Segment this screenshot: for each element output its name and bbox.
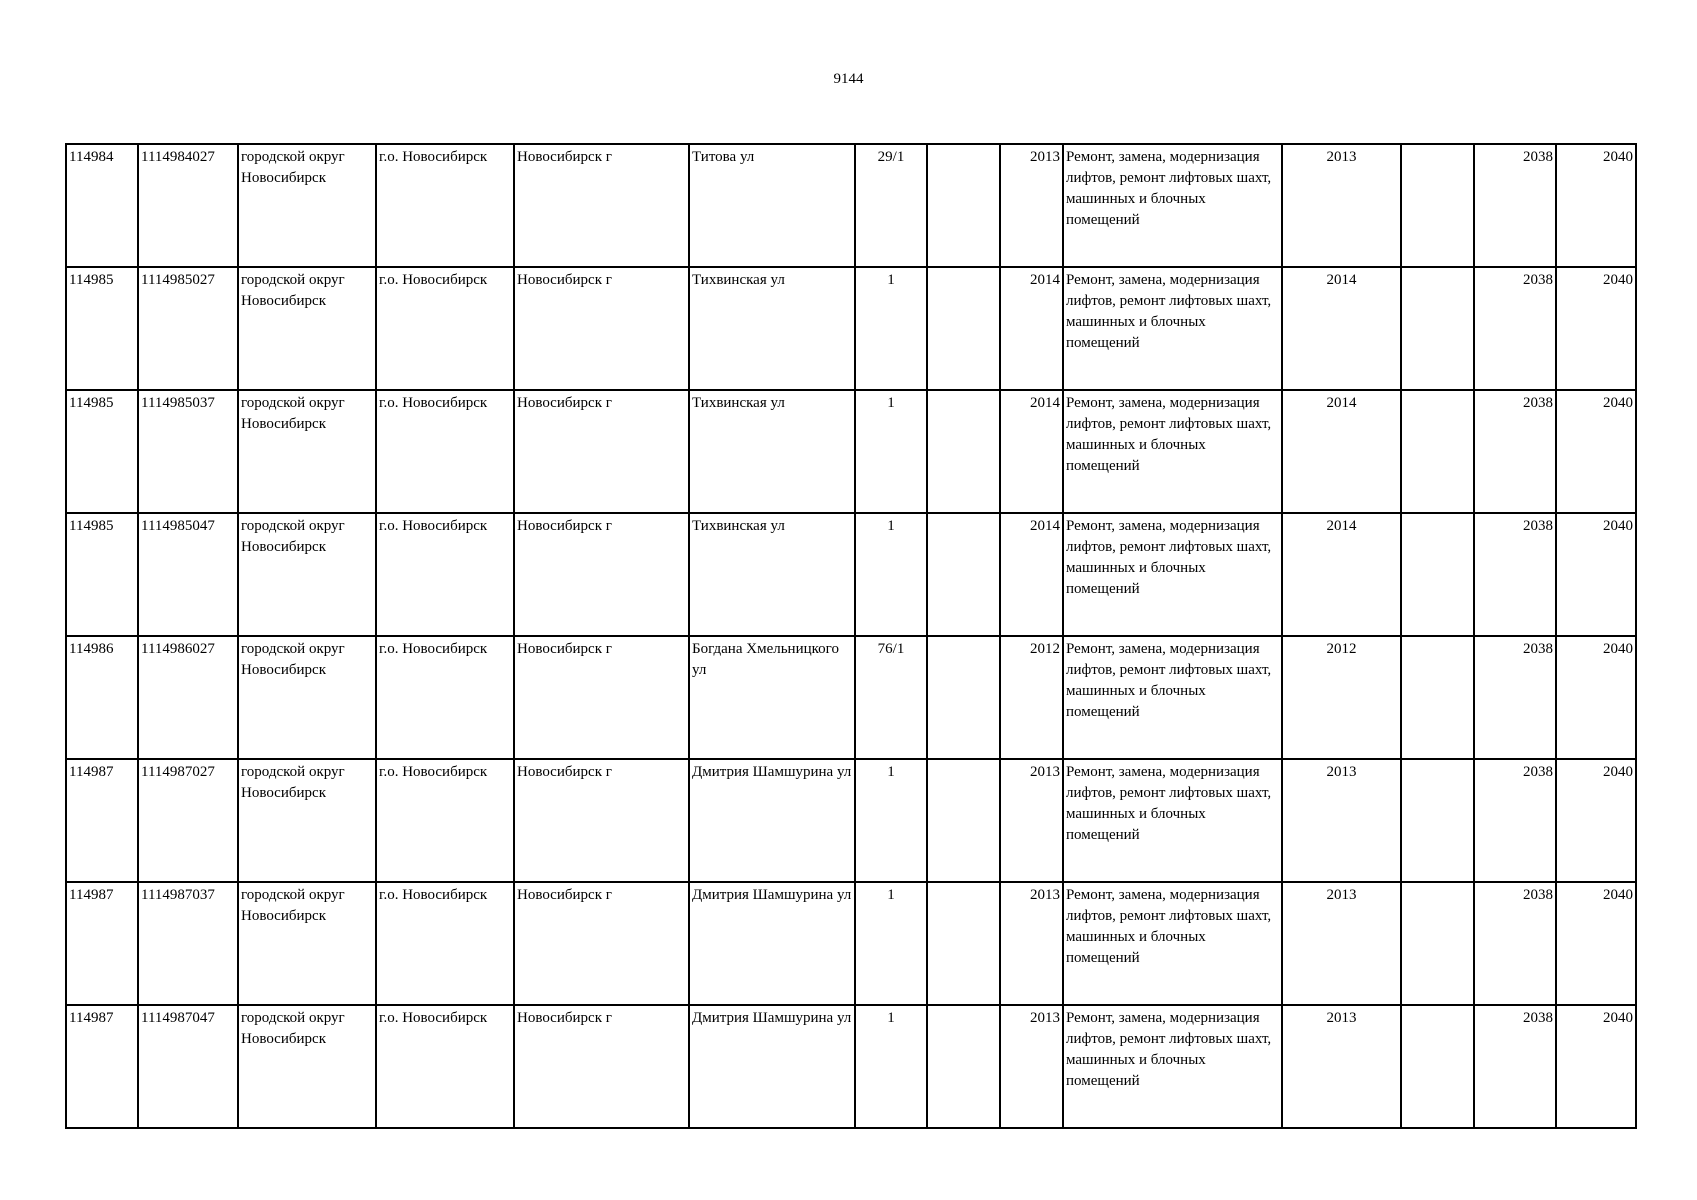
cell-year: 2013 [1000,144,1063,267]
cell-work-year: 2014 [1282,390,1401,513]
cell-municipality: городской округ Новосибирск [238,144,376,267]
cell-blank [1401,1005,1474,1128]
cell-code: 1114985047 [138,513,238,636]
cell-city: Новосибирск г [514,636,689,759]
cell-id: 114987 [66,882,138,1005]
cell-period-end: 2040 [1556,759,1636,882]
cell-municipality: городской округ Новосибирск [238,759,376,882]
cell-house: 1 [855,513,927,636]
cell-year: 2014 [1000,390,1063,513]
cell-period-start: 2038 [1474,144,1556,267]
cell-code: 1114987037 [138,882,238,1005]
cell-blank [927,267,1000,390]
cell-period-start: 2038 [1474,513,1556,636]
cell-work: Ремонт, замена, модернизация лифтов, ремонт лифтовых шахт, машинных и блочных помещений [1063,267,1282,390]
cell-period-start: 2038 [1474,636,1556,759]
table-row [66,759,1636,882]
cell-house: 1 [855,267,927,390]
cell-house: 1 [855,1005,927,1128]
cell-id: 114987 [66,1005,138,1128]
cell-id: 114985 [66,513,138,636]
cell-period-end: 2040 [1556,513,1636,636]
cell-blank [1401,390,1474,513]
cell-work: Ремонт, замена, модернизация лифтов, ремонт лифтовых шахт, машинных и блочных помещений [1063,513,1282,636]
table-row [66,1005,1636,1128]
cell-work-year: 2014 [1282,267,1401,390]
cell-code: 1114986027 [138,636,238,759]
cell-district: г.о. Новосибирск [376,513,514,636]
cell-district: г.о. Новосибирск [376,390,514,513]
cell-house: 1 [855,390,927,513]
cell-year: 2012 [1000,636,1063,759]
cell-year: 2014 [1000,513,1063,636]
cell-blank [927,759,1000,882]
cell-id: 114986 [66,636,138,759]
cell-work: Ремонт, замена, модернизация лифтов, ремонт лифтовых шахт, машинных и блочных помещений [1063,759,1282,882]
cell-street: Дмитрия Шамшурина ул [689,759,855,882]
cell-city: Новосибирск г [514,882,689,1005]
cell-district: г.о. Новосибирск [376,759,514,882]
cell-blank [927,882,1000,1005]
cell-work: Ремонт, замена, модернизация лифтов, ремонт лифтовых шахт, машинных и блочных помещений [1063,636,1282,759]
cell-district: г.о. Новосибирск [376,267,514,390]
cell-period-end: 2040 [1556,144,1636,267]
cell-blank [927,513,1000,636]
cell-street: Тихвинская ул [689,513,855,636]
cell-period-start: 2038 [1474,1005,1556,1128]
cell-id: 114984 [66,144,138,267]
cell-work: Ремонт, замена, модернизация лифтов, ремонт лифтовых шахт, машинных и блочных помещений [1063,144,1282,267]
cell-work-year: 2013 [1282,1005,1401,1128]
cell-id: 114987 [66,759,138,882]
page-number: 9144 [833,71,864,87]
cell-house: 1 [855,882,927,1005]
cell-period-end: 2040 [1556,1005,1636,1128]
cell-period-start: 2038 [1474,267,1556,390]
cell-municipality: городской округ Новосибирск [238,513,376,636]
cell-code: 1114987047 [138,1005,238,1128]
cell-year: 2013 [1000,882,1063,1005]
cell-work-year: 2013 [1282,144,1401,267]
cell-street: Дмитрия Шамшурина ул [689,882,855,1005]
cell-street: Титова ул [689,144,855,267]
cell-district: г.о. Новосибирск [376,1005,514,1128]
cell-code: 1114985027 [138,267,238,390]
cell-blank [1401,144,1474,267]
table-row [66,513,1636,636]
cell-district: г.о. Новосибирск [376,636,514,759]
cell-street: Богдана Хмельницкого ул [689,636,855,759]
cell-work-year: 2012 [1282,636,1401,759]
cell-municipality: городской округ Новосибирск [238,267,376,390]
cell-id: 114985 [66,390,138,513]
cell-municipality: городской округ Новосибирск [238,390,376,513]
cell-work: Ремонт, замена, модернизация лифтов, ремонт лифтовых шахт, машинных и блочных помещений [1063,882,1282,1005]
cell-city: Новосибирск г [514,1005,689,1128]
cell-municipality: городской округ Новосибирск [238,1005,376,1128]
cell-blank [1401,513,1474,636]
table-row [66,390,1636,513]
cell-year: 2013 [1000,1005,1063,1128]
cell-period-start: 2038 [1474,882,1556,1005]
cell-code: 1114984027 [138,144,238,267]
cell-municipality: городской округ Новосибирск [238,636,376,759]
cell-year: 2014 [1000,267,1063,390]
cell-city: Новосибирск г [514,390,689,513]
cell-district: г.о. Новосибирск [376,882,514,1005]
cell-blank [1401,759,1474,882]
cell-period-start: 2038 [1474,390,1556,513]
cell-blank [1401,267,1474,390]
cell-code: 1114987027 [138,759,238,882]
cell-blank [927,144,1000,267]
cell-house: 1 [855,759,927,882]
cell-work-year: 2013 [1282,759,1401,882]
cell-year: 2013 [1000,759,1063,882]
cell-id: 114985 [66,267,138,390]
cell-period-start: 2038 [1474,759,1556,882]
cell-work: Ремонт, замена, модернизация лифтов, ремонт лифтовых шахт, машинных и блочных помещений [1063,1005,1282,1128]
cell-blank [927,390,1000,513]
table-row [66,267,1636,390]
cell-house: 76/1 [855,636,927,759]
cell-city: Новосибирск г [514,759,689,882]
cell-municipality: городской округ Новосибирск [238,882,376,1005]
cell-street: Дмитрия Шамшурина ул [689,1005,855,1128]
cell-blank [927,636,1000,759]
cell-city: Новосибирск г [514,267,689,390]
cell-city: Новосибирск г [514,144,689,267]
cell-code: 1114985037 [138,390,238,513]
cell-period-end: 2040 [1556,882,1636,1005]
cell-blank [1401,636,1474,759]
table-body [66,144,1636,1128]
cell-period-end: 2040 [1556,636,1636,759]
registry-table [65,143,1637,1129]
cell-house: 29/1 [855,144,927,267]
table-row [66,882,1636,1005]
cell-work-year: 2014 [1282,513,1401,636]
cell-street: Тихвинская ул [689,390,855,513]
cell-work-year: 2013 [1282,882,1401,1005]
table-row [66,636,1636,759]
cell-city: Новосибирск г [514,513,689,636]
cell-period-end: 2040 [1556,267,1636,390]
table-row [66,144,1636,267]
cell-work: Ремонт, замена, модернизация лифтов, ремонт лифтовых шахт, машинных и блочных помещений [1063,390,1282,513]
cell-district: г.о. Новосибирск [376,144,514,267]
cell-blank [927,1005,1000,1128]
cell-blank [1401,882,1474,1005]
cell-period-end: 2040 [1556,390,1636,513]
cell-street: Тихвинская ул [689,267,855,390]
